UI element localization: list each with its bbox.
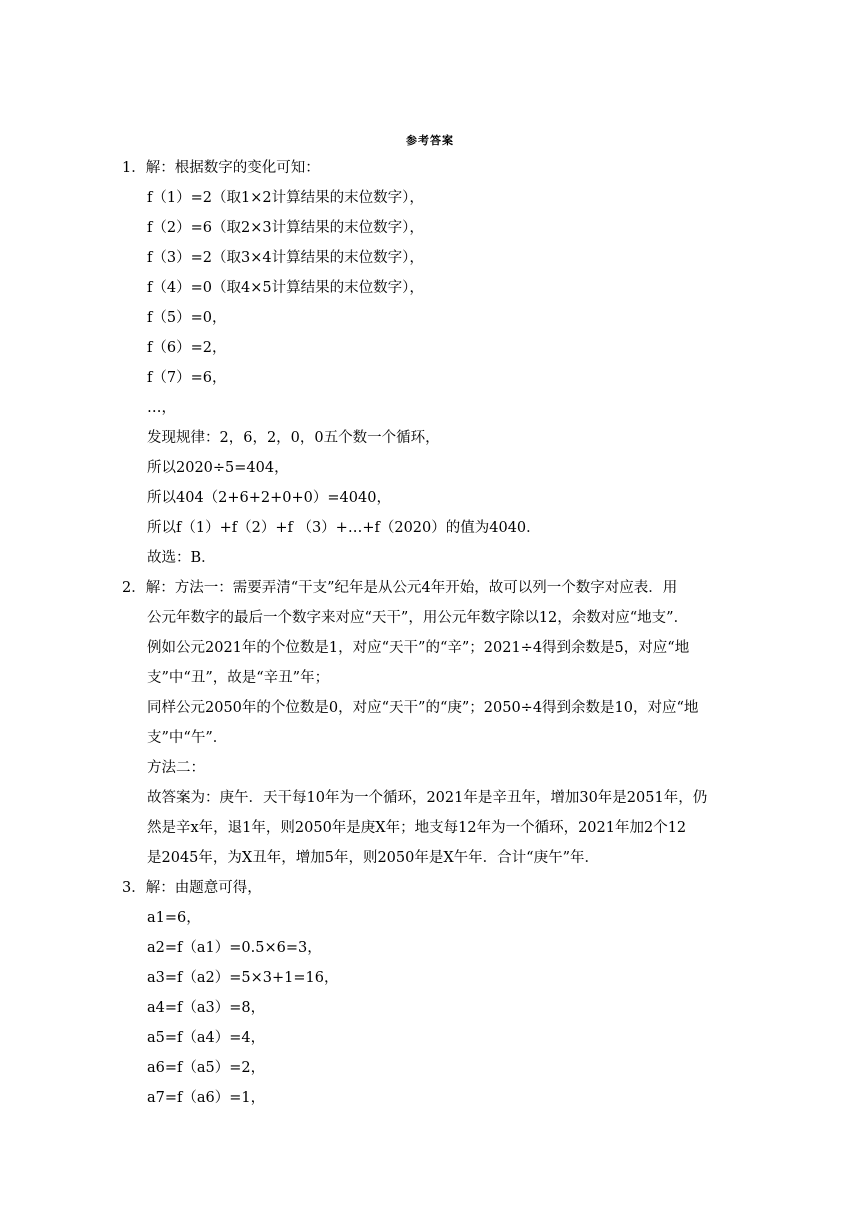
q1-line: 故选：B． [147, 550, 216, 566]
q2-line: 支”中“丑”，故是“辛丑”年； [147, 670, 330, 686]
q3-line: a2=f（a1）=0.5×6=3， [147, 940, 322, 956]
q1-number: 1． [122, 160, 146, 176]
q2-line: 支”中“午”． [147, 730, 228, 746]
q1-line: 发现规律：2，6，2，0，0五个数一个循环， [147, 430, 440, 446]
q3-heading [122, 873, 734, 903]
q3-line: a5=f（a4）=4， [147, 1030, 266, 1046]
q2-heading [122, 573, 734, 603]
answer-content [122, 153, 734, 1113]
q1-line: f（2）=6（取2×3计算结果的末位数字）， [147, 220, 424, 236]
q2-line: 解：方法一：需要弄清“干支”纪年是从公元4年开始，故可以列一个数字对应表．用 [145, 580, 678, 596]
q3-line: a4=f（a3）=8， [147, 1000, 266, 1016]
q3-line: a6=f（a5）=2， [147, 1060, 266, 1076]
q1-line: f（4）=0（取4×5计算结果的末位数字）， [147, 280, 424, 296]
q3-line: a1=6， [147, 910, 201, 926]
q2-line: 故答案为：庚午．天干每10年为一个循环，2021年是辛丑年，增加30年是2051年，仍 [147, 790, 708, 806]
q1-line: 所以2020÷5=404， [147, 460, 289, 476]
q1-line: f（3）=2（取3×4计算结果的末位数字）， [147, 250, 424, 266]
q2-line: 是2045年，为X丑年，增加5年，则2050年是X午年．合计“庚午”年． [147, 850, 599, 866]
q3-line: a3=f（a2）=5×3+1=16， [147, 970, 339, 986]
q3-number: 3． [122, 880, 146, 896]
q1-line: f（6）=2， [147, 340, 227, 356]
q2-line: 然是辛x年，退1年，则2050年是庚X年；地支每12年为一个循环，2021年加2个12 [147, 820, 687, 836]
q2-number: 2． [122, 580, 146, 596]
q2-line: 方法二： [147, 760, 205, 776]
q3-intro: 解：由题意可得， [145, 880, 262, 896]
q1-line: f（5）=0， [147, 310, 227, 326]
page-title: 参考答案 [406, 134, 454, 147]
q1-intro: 解：根据数字的变化可知： [145, 160, 320, 176]
q2-line: 同样公元2050年的个位数是0，对应“天干”的“庚”；2050÷4得到余数是10，对应“地 [147, 700, 699, 716]
q1-line: f（7）=6， [147, 370, 227, 386]
q2-line: 例如公元2021年的个位数是1，对应“天干”的“辛”；2021÷4得到余数是5，对应“地 [147, 640, 690, 656]
q1-line: f（1）=2（取1×2计算结果的末位数字）， [147, 190, 424, 206]
q1-line: 所以404（2+6+2+0+0）=4040， [147, 490, 391, 506]
q1-heading [122, 153, 734, 183]
q3-line: a7=f（a6）=1， [147, 1090, 266, 1106]
q2-line: 公元年数字的最后一个数字来对应“天干”，用公元年数字除以12，余数对应“地支”． [147, 610, 689, 626]
q1-line: …， [147, 400, 176, 416]
q1-line: 所以f（1）+f（2）+f （3）+…+f（2020）的值为4040． [147, 520, 541, 536]
